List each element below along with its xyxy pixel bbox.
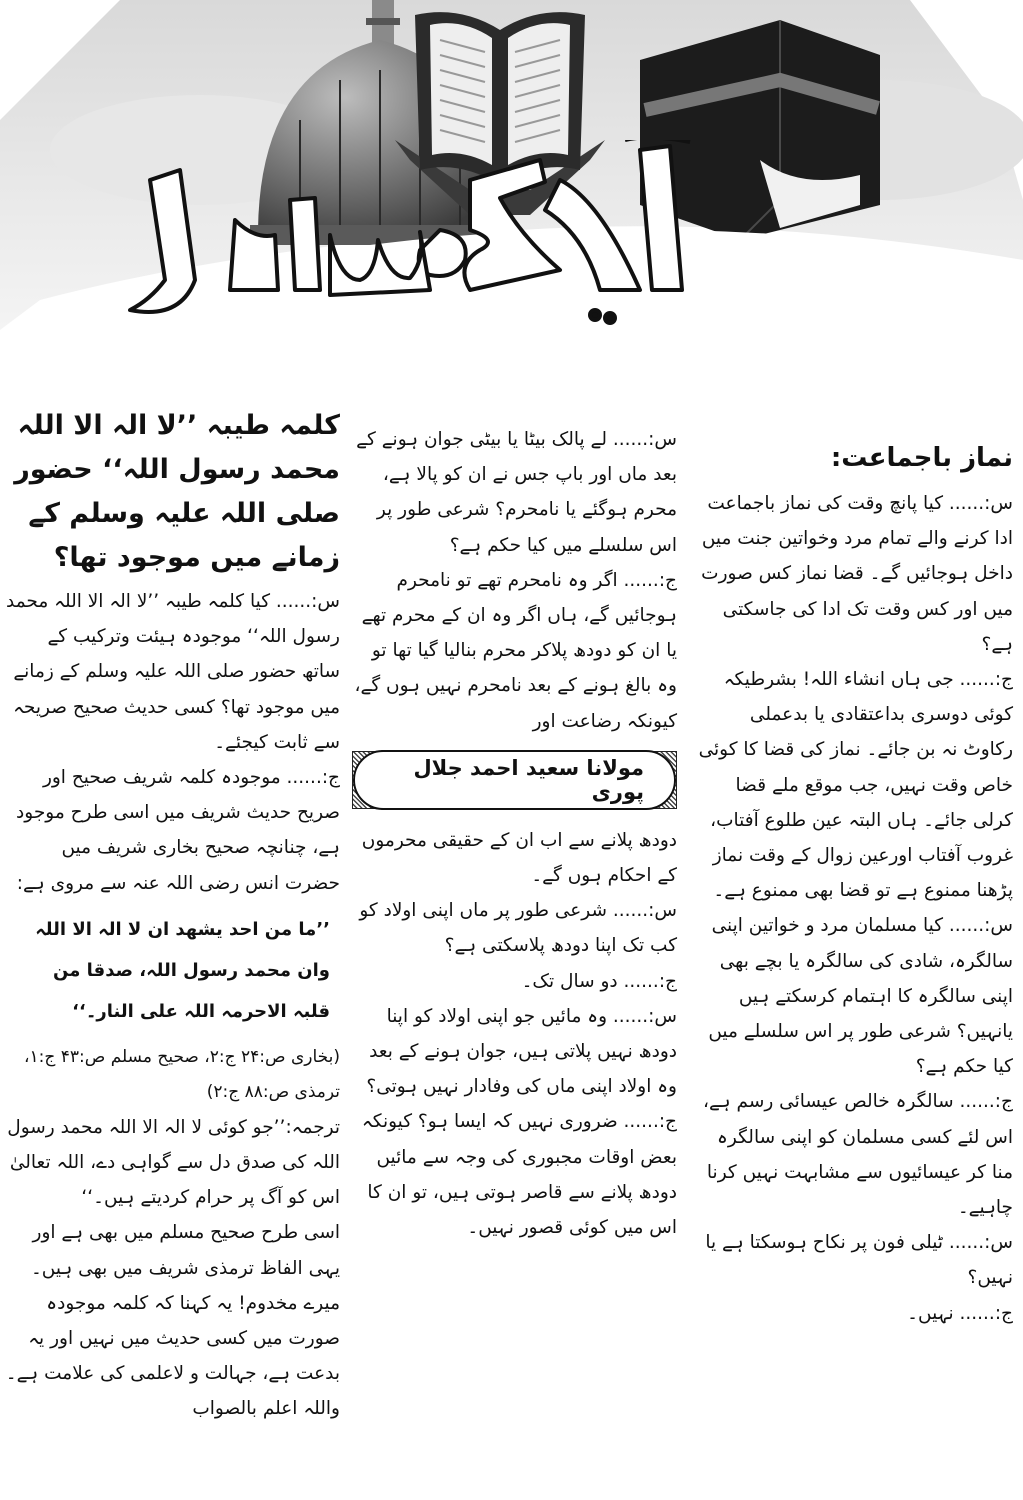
question-paragraph: س:...... لے پالک بیٹا یا بیٹی جوان ہونے کے بعد ماں اور باپ جس نے ان کو پالا ہے، محرم ہوگئے یا نامحرم؟ شرعی طور پر اس سلسلے میں کیا حکم ہے؟ — [356, 429, 677, 556]
author-name: مولانا سعید احمد جلال پوری — [353, 750, 676, 810]
answer-paragraph: ج:...... جی ہاں انشاء اللہ! بشرطیکہ کوئی دوسری بداعتقادی یا بدعملی رکاوٹ نہ بن جائے۔ نماز کی قضا کا کوئی خاص وقت نہیں، جب موقع ملے قضا کرلی جائے۔ ہاں البتہ عین طلوع آفتاب، غروب آفتاب اورعین زوال کے وقت نماز پڑھنا ممنوع ہے تو قضا بھی ممنوع ہے۔ — [698, 669, 1013, 902]
question-paragraph: س:...... ٹیلی فون پر نکاح ہوسکتا ہے یا نہیں؟ — [705, 1232, 1013, 1289]
answer-paragraph: ج:...... اگر وہ نامحرم تھے تو نامحرم ہوجائیں گے، ہاں اگر وہ ان کے محرم تھے یا ان کو دودھ پلاکر محرم بنالیا گیا تھا تو وہ بالغ ہونے کے بعد نامحرم نہیں ہوں گے، کیونکہ رضاعت اور — [354, 569, 677, 732]
answer-paragraph: ج:...... سالگرہ خالص عیسائی رسم ہے، اس لئے کسی مسلمان کو اپنی سالگرہ منا کر عیسائیوں سے مشابہت نہیں کرنا چاہیے۔ — [702, 1091, 1013, 1219]
question-paragraph: س:...... کیا مسلمان مرد و خواتین اپنی سالگرہ، شادی کی سالگرہ یا بچے بھی اپنی سالگرہ کا اہتمام کرسکتے ہیں یانہیں؟ شرعی طور پر اس سلسلے میں کیا حکم ہے؟ — [708, 915, 1013, 1078]
conclusion-paragraph: میرے مخدوم! یہ کہنا کہ کلمہ موجودہ صورت میں کسی حدیث میں نہیں اور یہ بدعت ہے، جہالت و لاعلمی کی علامت ہے۔ واللہ اعلم بالصواب — [5, 1292, 340, 1420]
answer-paragraph: ج:...... دو سال تک۔ — [521, 970, 677, 992]
question-paragraph: س:...... وہ مائیں جو اپنی اولاد کو اپنا دودھ نہیں پلاتی ہیں، جوان ہونے کے بعد وہ اولاد اپنی ماں کی وفادار نہیں ہوتی؟ — [366, 1005, 677, 1098]
kalima-heading: کلمہ طیبہ ’’لا الہ الا اللہ محمد رسول اللہ‘‘ حضور صلی اللہ علیہ وسلم کے زمانے میں موجود تھا؟ — [14, 410, 340, 573]
section-heading-congregational-prayer: نماز باجماعت: — [830, 443, 1013, 473]
hadith-reference: (بخاری ص:۲۴ ج:۲، صحیح مسلم ص:۴۳ ج:۱، ترمذی ص:۸۸ ج:۲) — [24, 1046, 340, 1102]
left-column — [5, 400, 340, 1427]
answer-paragraph: ج:...... ضروری نہیں کہ ایسا ہو؟ کیونکہ بعض اوقات مجبوری کی وجہ سے مائیں دودھ پلانے سے قاصر ہوتی ہیں، تو ان کا اس میں کوئی قصور نہیں۔ — [361, 1111, 677, 1239]
banner-artwork — [0, 0, 1023, 340]
middle-column — [352, 400, 677, 1245]
answer-paragraph: ج:...... نہیں۔ — [907, 1302, 1013, 1324]
question-paragraph: س:...... کیا پانچ وقت کی نماز باجماعت ادا کرنے والے تمام مرد وخواتین جنت میں داخل ہوجائیں گے۔ قضا نماز کس صورت میں اور کس وقت تک ادا کی جاسکتی ہے؟ — [701, 493, 1013, 655]
translation-paragraph: ترجمہ:’’جو کوئی لا الہ الا اللہ محمد رسول اللہ کی صدق دل سے گواہی دے، اللہ تعالیٰ اس کو آگ پر حرام کردیتے ہیں۔‘‘ — [7, 1116, 340, 1209]
question-paragraph: س:...... کیا کلمہ طیبہ ’’لا الہ الا اللہ محمد رسول اللہ‘‘ موجودہ ہیئت وترکیب کے ساتھ حضور صلی اللہ علیہ وسلم کے زمانے میں موجود تھا؟ کسی حدیث صحیح صریحہ سے ثابت کیجئے۔ — [6, 591, 340, 753]
right-column — [695, 400, 1013, 1331]
answer-continuation: دودھ پلانے سے اب ان کے حقیقی محرموں کے احکام ہوں گے۔ — [361, 829, 677, 887]
answer-paragraph: ج:...... موجودہ کلمہ شریف صحیح اور صریح حدیث شریف میں اسی طرح موجود ہے، چنانچہ صحیح بخاری شریف میں حضرت انس رضی اللہ عنہ سے مروی ہے: — [16, 767, 340, 894]
author-byline-box — [352, 751, 677, 809]
header-banner — [0, 0, 1023, 340]
arabic-hadith-quote: ’’ما من احد یشھد ان لا الہ الا اللہ وان محمد رسول اللہ، صدقا من قلبہ الاحرمہ اللہ علی النار۔‘‘ — [35, 918, 330, 1022]
question-paragraph: س:...... شرعی طور پر ماں اپنی اولاد کو کب تک اپنا دودھ پلاسکتی ہے؟ — [359, 900, 677, 957]
body-paragraph: اسی طرح صحیح مسلم میں بھی ہے اور یہی الفاظ ترمذی شریف میں بھی ہیں۔ — [30, 1222, 340, 1279]
